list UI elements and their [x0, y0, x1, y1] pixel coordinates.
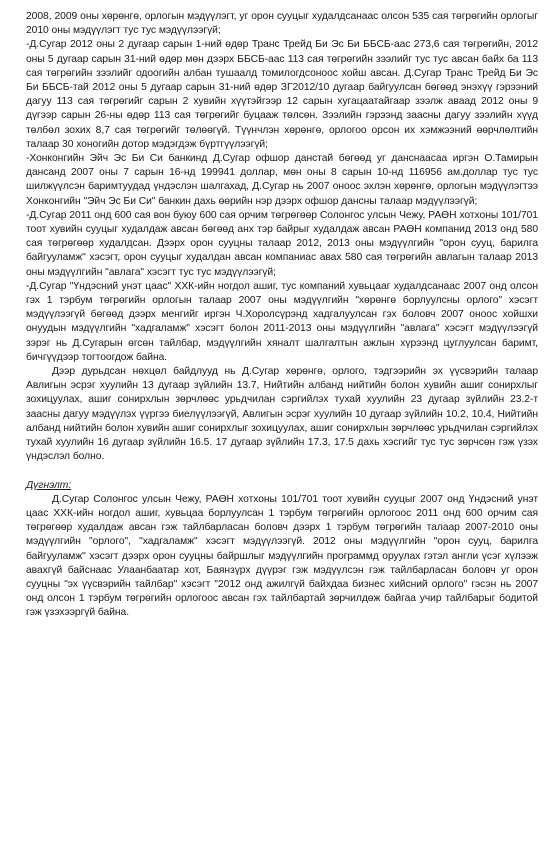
paragraph-jeju-apartment: -Д.Сугар 2011 онд 600 сая вон буюу 600 сая орчим төгрөгөөр Солонгос улсын Чежу, РАӨН хотхоны 101/701 тоот хувийн сууцыг худалдаж авсан бөгөөд анх тэр байрыг худалдаж авсан РАӨН компанид 2013 онд 580 сая төгрөгөөр худалдсан. Дээрх орон сууцны талаар 2012, 2013 оны мэдүүлгийн "орон сууц, барилга байгууламж" хэсэгт, орон сууцыг худалдан авсан компаниас авах 580 сая төгрөгийн авлагын талаар 2013 оны мэдүүлгийн "авлага" хэсэгт тус тус мэдүүлээгүй;	[26, 209, 538, 278]
document-page	[26, 10, 538, 621]
paragraph-income-2008-2010: 2008, 2009 оны хөрөнгө, орлогын мэдүүлэгт, уг орон сууцыг худалдсанаас олсон 535 сая төгрөгийн орлогыг 2010 оны мэдүүлэгт тус тус мэдүүлээгүй;	[26, 11, 538, 37]
conclusion-heading: Дүгнэлт:	[26, 479, 72, 491]
conclusion-text: Д.Сугар Солонгос улсын Чежу, РАӨН хотхоны 101/701 тоот хувийн сууцыг 2007 онд Үндэсний унэт цаас ХХК-ийн ногдол ашиг, хувьцаа борлуулсан 1 тэрбум төгрөгийн орлогоос 2011 онд 600 орчим сая төгрөгөөр худалдаж авсан гэж тайлбарласан боловч дээрх 1 тэрбум төгрөгийн талаар 2007-2010 оны мэдүүлгийн "орлого", "хадгаламж" хэсэгт мэдүүлээгүй. 2012 оны мэдүүлгийн "орон сууц, барилга байгууламж" хэсэгт дээрх орон сууцны байршлыг мэдүүлгийн программд оруулах гэтэл англи үсэг хүлээж авахгүй байснаас Улаанбаатар хот, Баянзүрх дүүрэг гэж мэдүүлсэн гэж тайлбарласан боловч уг орон сууцны "эх үүсвэрийн тайлбар" хэсэгт "2012 онд ажилгүй байхдаа бизнес хийсний орлого" гэсэн нь 2007 онд олсон 1 тэрбум төгрөгийн орлогоос авсан гэх тайлбартай зөрчилдөж байгаа учир тайлбарыг бодитой гэж үзэхээргүй байна.	[26, 493, 538, 619]
paragraph-legal-basis: Дээр дурьдсан нөхцөл байдлууд нь Д.Сугар хөрөнгө, орлого, тэдгээрийн эх үүсвэрийн талаар Авлигын эсрэг хуулийн 13 дугаар зүйлийн 13.7, Нийтийн албанд нийтийн болон хувийн ашиг сонирхлыг зохицуулах, ашиг сонирхлын зөрчлөөс урьдчилан сэргийлэх тухай хуулийн 23 дугаар зүйлийн 23.2-т заасны дагуу мэдүүлэх үүргээ биелүүлээгүй, Авлигын эсрэг хуулийн 10 дугаар зүйлийн 10.2, 10.4, Нийтийн албанд нийтийн болон хувийн ашиг сонирхлыг зохицуулах, ашиг сонирхлын зөрчлөөс урьдчилан сэргийлэх тухай хуулийн 16 дугаар зүйлийн 16.5. 17 дугаар зүйлийн 17.3, 17.5 дахь хэсгийг тус тус зөрчсөн гэж үзэх үндэслэл болно.	[26, 366, 538, 463]
paragraph-offshore-account: -Хонконгийн Эйч Эс Би Си банкинд Д.Сугар офшор данстай бөгөөд уг данснаасаа иргэн О.Тамирын дансанд 2007 оны 7 сарын 16-нд 199941 доллар, мөн оны 8 сарын 10-нд 116956 ам.доллар тус тус шилжүүлсэн баримтуудад үндэслэн шалгахад, Д.Сугар нь 2007 оноос эхлэн хөрөнгө, орлогын мэдүүлэгтээ Хонконгийн "Эйч Эс Би Си" банкин дахь өөрийн нэр дээрх офшор дансны талаар мэдүүлээгүй;	[26, 153, 538, 207]
paragraph-loan-trans-trade: -Д.Сугар 2012 оны 2 дугаар сарын 1-ний өдөр Транс Трейд Би Эс Би ББСБ-аас 273,6 сая төгрөгийн, 2012 оны 5 дугаар сарын 31-ний өдөр мөн дээрх ББСБ-аас 113 сая төгрөгийн зээлийг тус тус авсан байх ба 113 сая төгрөгийн зээлийг одоогийн албан тушаалд томилогдсоноос хойш авсан. Д.Сугар Транс Трейд Би Эс Би ББСБ-тай 2012 оны 5 дугаар сарын 31-ний өдөр ЗГ2012/10 дугаар байгуулсан бөгөөд энэхүү гэрээний дагуу 113 сая төгрөгийг сарын 2 хувийн хүүтэйгээр 12 сарын хугацаатайгаар зээлж аваад 2012 оны 9 дүгээр сарын 26-ны өдөр 113 сая төгрөгийг буцааж төлсөн. Зээлийн гэрээнд заасны дагуу зээлийн хүүд төлбөл зохих 8,7 сая төгрөгийг төлөөгүй. Түүнчлэн хөрөнгө, орлогоо орсон их хэмжээний өөрчлөлтийн талаар 30 хоногийн дотор мэдэгдэж бүртгүүлээгүй;	[26, 39, 538, 150]
paragraph-securities-dividend: -Д.Сугар "Үндэсний унэт цаас" ХХК-ийн ногдол ашиг, тус компаний хувьцааг худалдсанаас 2007 онд олсон гэх 1 тэрбум төгрөгийн орлогын талаар 2007 оны мэдүүлгийн "хөрөнгө борлуулсны орлого" хэсэгт мэдүүлээгүй бөгөөд дээрх менгийг иргэн Ч.Хоролсүрэнд хадгалуулсан гэх боловч 2007 оноос хойшхи онуудын мэдүүлгийн "хадгаламж" хэсэгт болон 2011-2013 оны мэдүүлгийн "авлага" хэсэгт мэдүүлээгүй зэрэг нь Д.Сугарын өгсөн тайлбар, мэдүүлгийн хяналт шалгалтын ажлын хүрээнд цуглуулсан баримт, бичгүүдээр тогтоогдож байна.	[26, 280, 538, 363]
